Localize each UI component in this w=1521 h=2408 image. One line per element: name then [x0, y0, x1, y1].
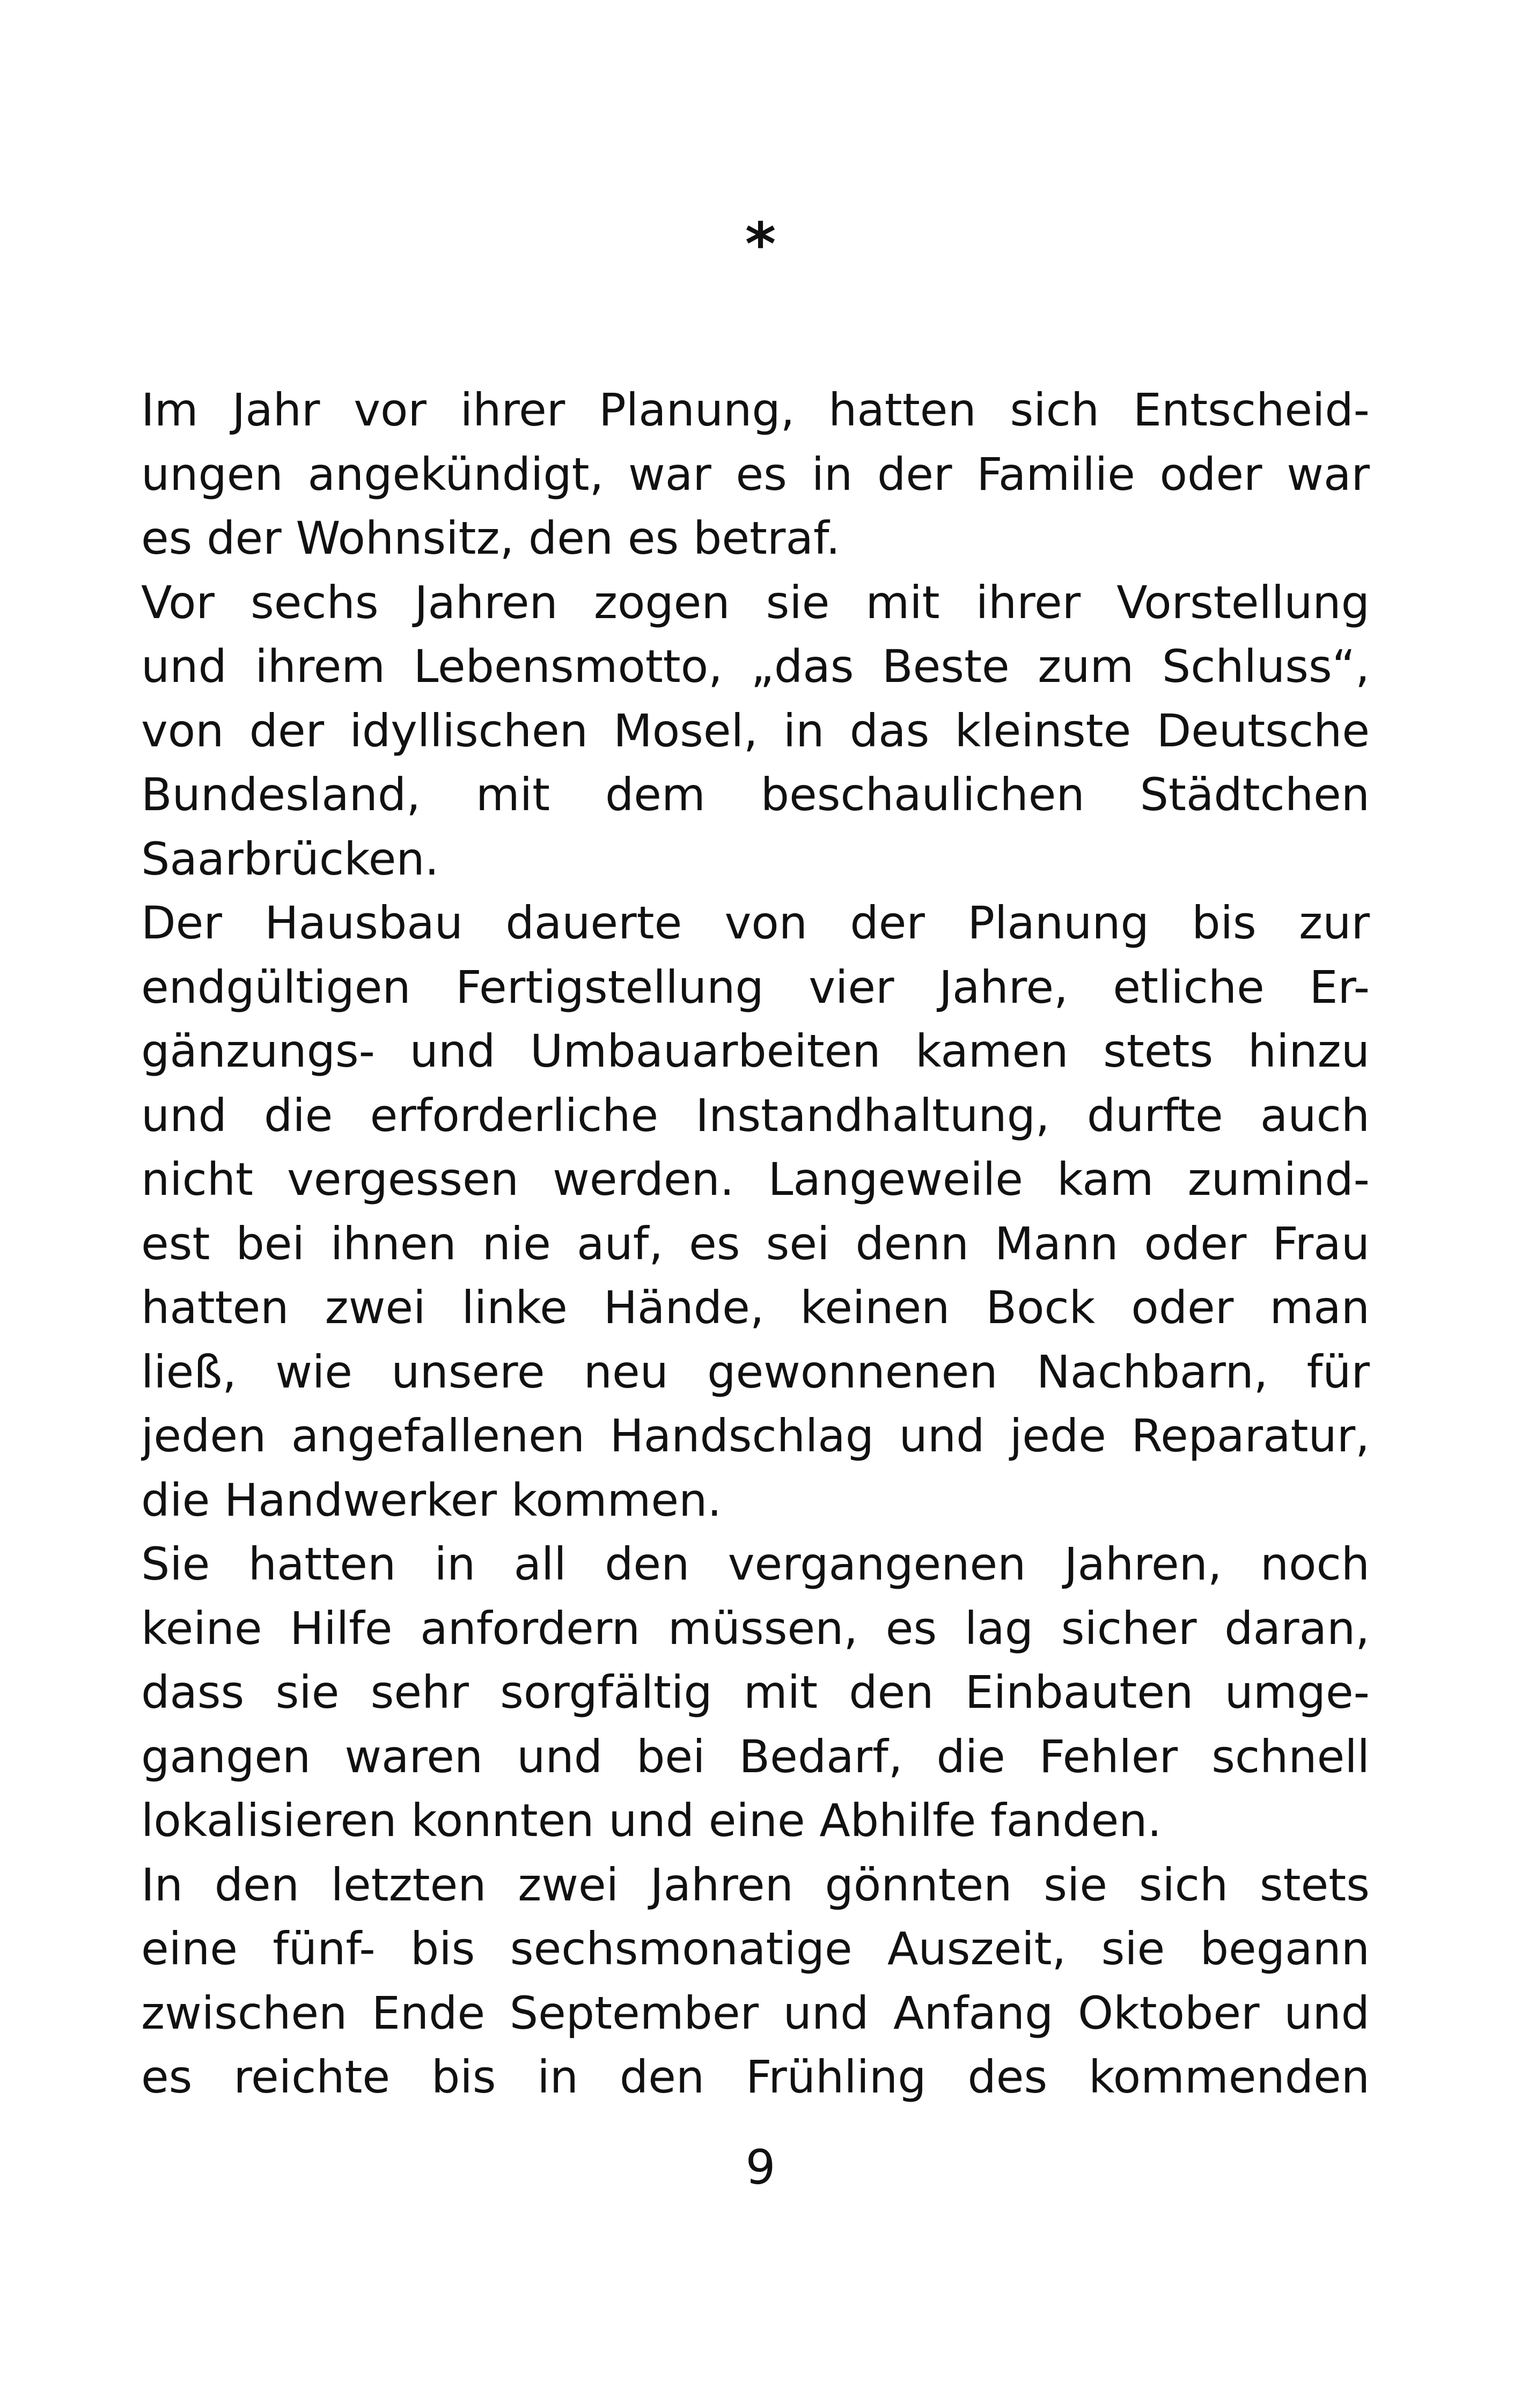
- text-line: es der Wohnsitz, den es betraf.: [141, 512, 841, 564]
- text-line: est bei ihnen nie auf, es sei denn Mann oder Frau: [141, 1217, 1370, 1270]
- text-line: und die erforderliche Instandhaltung, durfte auch: [141, 1089, 1370, 1142]
- text-line: In den letzten zwei Jahren gönnten sie sich stets: [141, 1858, 1370, 1911]
- text-line: ungen angekündigt, war es in der Familie oder war: [141, 447, 1370, 501]
- text-line: Saarbrücken.: [141, 832, 439, 885]
- text-line: Im Jahr vor ihrer Planung, hatten sich Entscheid-: [141, 384, 1370, 436]
- paragraph: [141, 1853, 1370, 2110]
- text-line: die Handwerker kommen.: [141, 1473, 722, 1526]
- text-line: und ihrem Lebensmotto, „das Beste zum Schluss“,: [141, 640, 1370, 693]
- page-number: 9: [745, 2140, 776, 2195]
- paragraph: [141, 1532, 1370, 1853]
- text-line: endgültigen Fertigstellung vier Jahre, etliche Er-: [141, 960, 1370, 1014]
- text-line: von der idyllischen Mosel, in das kleinste Deutsche: [141, 704, 1370, 757]
- body-text: [141, 378, 1370, 2110]
- text-line: gänzungs- und Umbauarbeiten kamen stets hinzu: [141, 1025, 1370, 1077]
- paragraph: [141, 571, 1370, 892]
- text-line: Bundesland, mit dem beschaulichen Städtchen: [141, 768, 1370, 821]
- text-line: eine fünf- bis sechsmonatige Auszeit, sie begann: [141, 1922, 1370, 1975]
- text-line: zwischen Ende September und Anfang Oktober und: [141, 1986, 1370, 2039]
- paragraph: [141, 891, 1370, 1532]
- text-line: Vor sechs Jahren zogen sie mit ihrer Vorstellung: [141, 576, 1370, 629]
- text-line: keine Hilfe anfordern müssen, es lag sicher daran,: [141, 1602, 1370, 1655]
- text-line: ließ, wie unsere neu gewonnenen Nachbarn, für: [141, 1345, 1370, 1398]
- text-line: hatten zwei linke Hände, keinen Bock oder man: [141, 1281, 1370, 1334]
- text-line: dass sie sehr sorgfältig mit den Einbauten umge-: [141, 1666, 1370, 1719]
- text-line: es reichte bis in den Frühling des kommenden: [141, 2051, 1370, 2103]
- paragraph: [141, 378, 1370, 571]
- section-separator-asterisk: *: [745, 210, 776, 278]
- text-line: gangen waren und bei Bedarf, die Fehler schnell: [141, 1730, 1370, 1783]
- text-line: nicht vergessen werden. Langeweile kam zumind-: [141, 1153, 1370, 1206]
- text-line: lokalisieren konnten und eine Abhilfe fanden.: [141, 1794, 1162, 1847]
- text-line: Sie hatten in all den vergangenen Jahren, noch: [141, 1538, 1370, 1590]
- text-line: Der Hausbau dauerte von der Planung bis zur: [141, 897, 1370, 949]
- text-line: jeden angefallenen Handschlag und jede Reparatur,: [141, 1409, 1370, 1462]
